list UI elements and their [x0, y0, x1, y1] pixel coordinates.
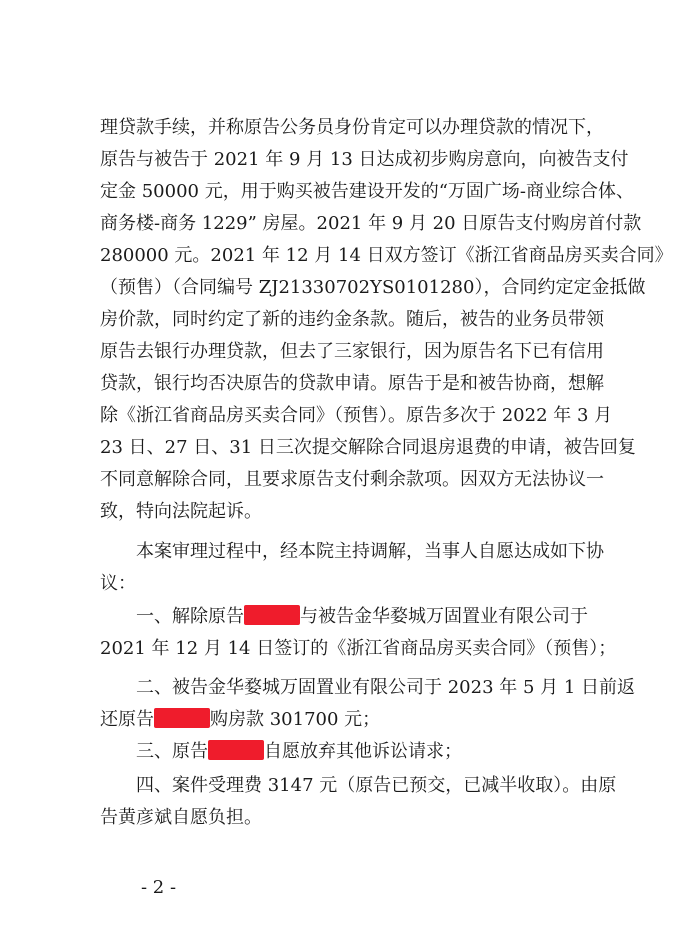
redaction-mark [244, 605, 300, 625]
paragraph-line: 280000 元。2021 年 12 月 14 日双方签订《浙江省商品房买卖合同》 [100, 245, 673, 266]
paragraph-line: 还原告 购房款 301700 元； [100, 709, 381, 730]
paragraph-line: 本案审理过程中，经本院主持调解，当事人自愿达成如下协 [136, 541, 604, 562]
page-number: - 2 - [141, 877, 177, 898]
paragraph-line: 定金 50000 元，用于购买被告建设开发的“万固广场-商业综合体、 [100, 181, 634, 202]
paragraph-line: 23 日、27 日、31 日三次提交解除合同退房退费的申请，被告回复 [100, 437, 636, 458]
agreement-item-3: 三、原告 自愿放弃其他诉讼请求； [136, 741, 462, 762]
paragraph-line: 理贷款手续，并称原告公务员身份肯定可以办理贷款的情况下， [100, 117, 604, 138]
agreement-item-4: 四、案件受理费 3147 元（原告已预交，已减半收取）。由原 [136, 775, 617, 796]
redaction-mark [154, 708, 210, 728]
paragraph-line: 除《浙江省商品房买卖合同》（预售）。原告多次于 2022 年 3 月 [100, 405, 613, 426]
paragraph-line: 原告与被告于 2021 年 9 月 13 日达成初步购房意向，向被告支付 [100, 149, 629, 170]
paragraph-line: 告黄彦斌自愿负担。 [100, 807, 262, 828]
paragraph-line: 议： [100, 573, 136, 594]
paragraph-line: 房价款，同时约定了新的违约金条款。随后，被告的业务员带领 [100, 309, 604, 330]
paragraph-line: 不同意解除合同，且要求原告支付剩余款项。因双方无法协议一 [100, 469, 604, 490]
paragraph-line: 致，特向法院起诉。 [100, 501, 262, 522]
paragraph-line: 原告去银行办理贷款，但去了三家银行，因为原告名下已有信用 [100, 341, 604, 362]
agreement-item-2: 二、被告金华婺城万固置业有限公司于 2023 年 5 月 1 日前返 [136, 677, 636, 698]
paragraph-line: 2021 年 12 月 14 日签订的《浙江省商品房买卖合同》（预售）； [100, 638, 617, 659]
paragraph-line: 商务楼-商务 1229” 房屋。2021 年 9 月 20 日原告支付购房首付款 [100, 213, 642, 234]
paragraph-line: （预售）（合同编号 ZJ21330702YS0101280），合同约定定金抵做 [100, 277, 646, 298]
redaction-mark [208, 740, 264, 760]
paragraph-line: 贷款，银行均否决原告的贷款申请。原告于是和被告协商，想解 [100, 373, 604, 394]
agreement-item-1: 一、解除原告 与被告金华婺城万固置业有限公司于 [136, 606, 588, 627]
